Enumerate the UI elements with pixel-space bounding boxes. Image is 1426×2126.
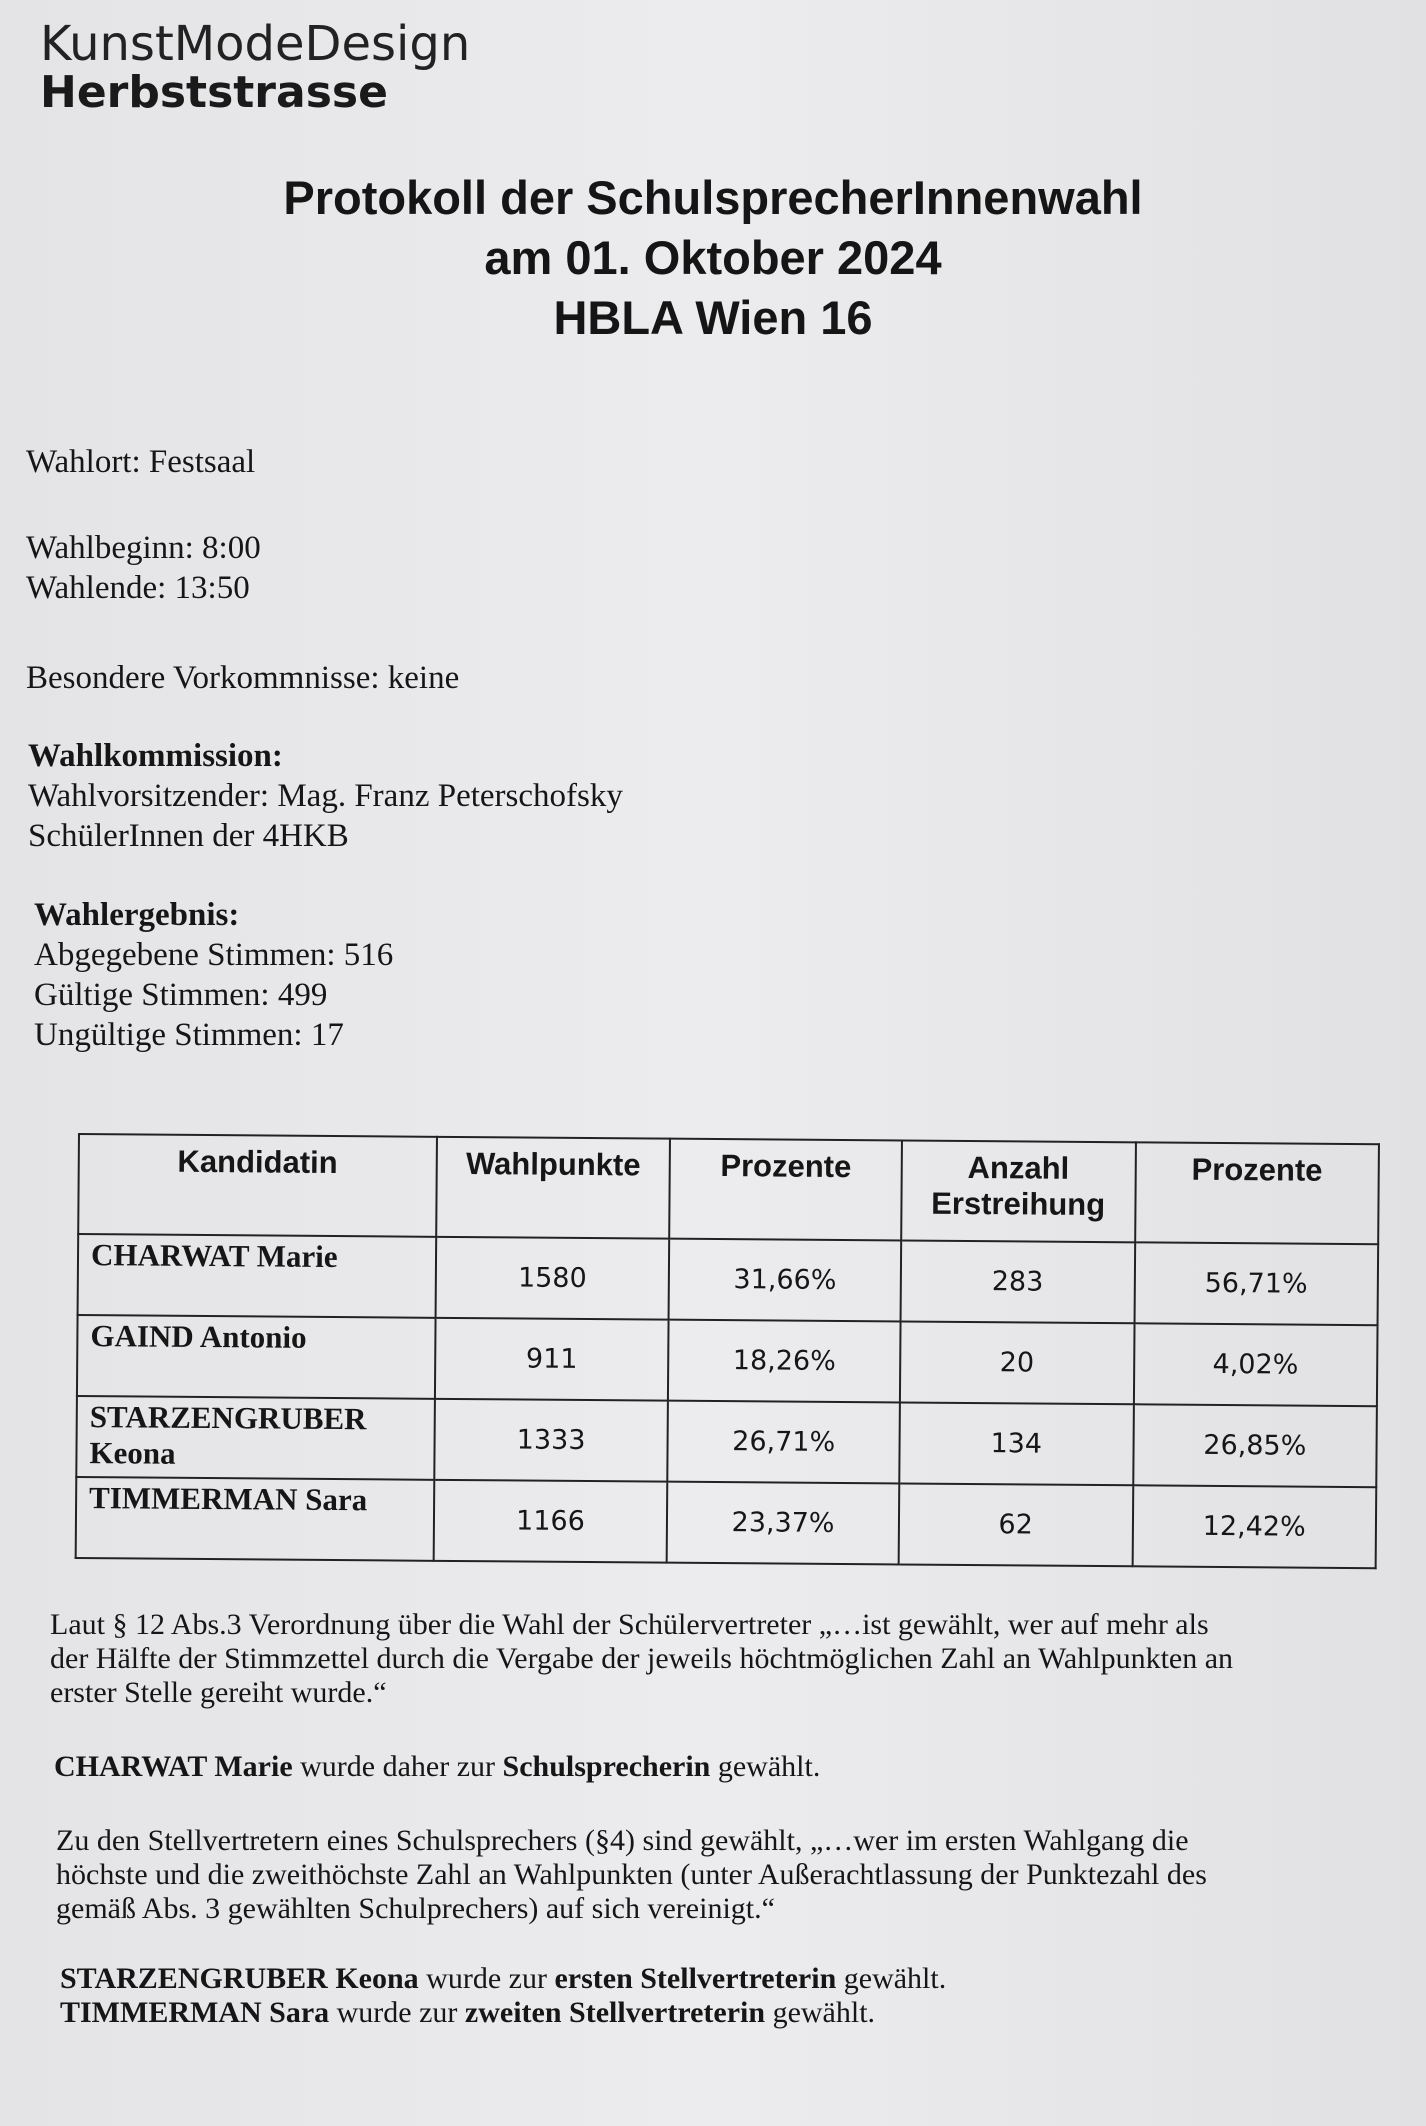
anzahl-erstreihung-cell: 134 bbox=[899, 1402, 1133, 1485]
result-stellvertreterinnen bbox=[60, 1962, 1400, 2030]
result-text: wurde daher zur bbox=[292, 1750, 503, 1783]
wahlort: Wahlort: Festsaal bbox=[26, 444, 256, 480]
wahlvorsitzender: Wahlvorsitzender: Mag. Franz Peterschofsky bbox=[28, 778, 623, 814]
result-text: gewählt. bbox=[765, 1996, 876, 2029]
table-row bbox=[78, 1234, 1379, 1325]
school-logo bbox=[40, 18, 470, 116]
role-second-deputy: zweiten Stellvertreterin bbox=[464, 1996, 766, 2029]
legal-paragraph-1-line: erster Stelle gereiht wurde.“ bbox=[50, 1676, 387, 1709]
candidate-name-line: GAIND Antonio bbox=[90, 1318, 307, 1355]
ungueltige-stimmen: Ungültige Stimmen: 17 bbox=[34, 1017, 344, 1053]
candidate-name bbox=[78, 1234, 436, 1318]
first-deputy-name: STARZENGRUBER Keona bbox=[60, 1962, 419, 1995]
legal-paragraph-2-line: Zu den Stellvertretern eines Schulsprechers (§4) sind gewählt, „…wer im ersten Wahlgang die bbox=[56, 1824, 1189, 1857]
title-line-3: HBLA Wien 16 bbox=[553, 291, 873, 344]
winner-name: CHARWAT Marie bbox=[54, 1750, 293, 1783]
wahlkommission-section bbox=[28, 736, 623, 856]
header-wahlpunkte: Wahlpunkte bbox=[436, 1137, 670, 1239]
wahlpunkte-cell: 1580 bbox=[435, 1237, 669, 1320]
title-line-2: am 01. Oktober 2024 bbox=[484, 231, 942, 284]
result-text: gewählt. bbox=[710, 1750, 821, 1783]
logo-line-kunstmodedesign: KunstModeDesign bbox=[40, 16, 471, 72]
candidate-name-line: CHARWAT Marie bbox=[90, 1237, 338, 1275]
anzahl-erstreihung-cell: 283 bbox=[900, 1240, 1134, 1323]
prozente-erstreihung-cell: 4,02% bbox=[1133, 1323, 1377, 1406]
wahlergebnis-heading: Wahlergebnis: bbox=[34, 897, 240, 933]
header-prozente: Prozente bbox=[670, 1139, 902, 1241]
prozente-cell: 18,26% bbox=[668, 1320, 900, 1403]
result-text: wurde zur bbox=[329, 1996, 465, 2029]
table-header-row bbox=[78, 1134, 1379, 1244]
header-anzahl: Anzahl bbox=[967, 1149, 1070, 1186]
gueltige-stimmen: Gültige Stimmen: 499 bbox=[34, 977, 328, 1013]
document-title bbox=[0, 168, 1426, 348]
wahlzeit bbox=[26, 528, 261, 608]
header-anzahl-erstreihung bbox=[901, 1140, 1135, 1242]
result-text: wurde zur bbox=[418, 1962, 555, 1995]
candidate-name bbox=[76, 1477, 434, 1561]
wahlbeginn: Wahlbeginn: 8:00 bbox=[26, 530, 261, 566]
logo-line-herbststrasse: Herbststrasse bbox=[40, 67, 388, 118]
candidate-name bbox=[77, 1315, 435, 1399]
table-row bbox=[77, 1315, 1378, 1406]
wahlergebnis-section bbox=[34, 895, 393, 1055]
prozente-cell: 26,71% bbox=[668, 1401, 900, 1484]
legal-paragraph-2-line: gemäß Abs. 3 gewählten Schulprechers) auf sich vereinigt.“ bbox=[56, 1892, 775, 1925]
vorkommnisse: Besondere Vorkommnisse: keine bbox=[26, 660, 460, 696]
candidate-name bbox=[76, 1396, 434, 1480]
legal-paragraph-1 bbox=[50, 1608, 1390, 1710]
result-first-deputy bbox=[60, 1962, 1400, 1996]
result-second-deputy bbox=[60, 1996, 1400, 2030]
prozente-cell: 23,37% bbox=[667, 1482, 899, 1565]
abgegebene-stimmen: Abgegebene Stimmen: 516 bbox=[34, 937, 394, 973]
role-first-deputy: ersten Stellvertreterin bbox=[554, 1962, 837, 1995]
result-text: gewählt. bbox=[836, 1962, 947, 1995]
legal-paragraph-1-line: der Hälfte der Stimmzettel durch die Vergabe der jeweils höchtmöglichen Zahl an Wahlpunkten an bbox=[50, 1642, 1234, 1675]
header-erstreihung: Erstreihung bbox=[931, 1185, 1106, 1223]
prozente-erstreihung-cell: 26,85% bbox=[1133, 1404, 1377, 1487]
anzahl-erstreihung-cell: 62 bbox=[898, 1483, 1132, 1566]
schuelerinnen-4hkb: SchülerInnen der 4HKB bbox=[28, 818, 349, 854]
prozente-cell: 31,66% bbox=[669, 1239, 901, 1322]
wahlkommission-heading: Wahlkommission: bbox=[28, 738, 283, 774]
role-schulsprecherin: Schulsprecherin bbox=[502, 1750, 711, 1783]
title-line-1: Protokoll der SchulsprecherInnenwahl bbox=[283, 171, 1143, 224]
candidate-name-line-2: Keona bbox=[89, 1435, 176, 1471]
header-kandidatin: Kandidatin bbox=[78, 1134, 436, 1237]
wahlpunkte-cell: 1333 bbox=[434, 1399, 668, 1482]
table-row bbox=[76, 1396, 1377, 1487]
anzahl-erstreihung-cell: 20 bbox=[900, 1321, 1134, 1404]
wahlende: Wahlende: 13:50 bbox=[26, 570, 250, 606]
candidate-name-line: TIMMERMAN Sara bbox=[88, 1480, 368, 1518]
table-row bbox=[76, 1477, 1377, 1568]
wahlpunkte-cell: 911 bbox=[435, 1318, 669, 1401]
result-schulsprecherin bbox=[54, 1750, 1394, 1784]
second-deputy-name: TIMMERMAN Sara bbox=[60, 1996, 330, 2029]
legal-paragraph-2-line: höchste und die zweithöchste Zahl an Wahlpunkten (unter Außerachtlassung der Punktezahl des bbox=[56, 1858, 1207, 1891]
results-table bbox=[75, 1133, 1380, 1569]
prozente-erstreihung-cell: 56,71% bbox=[1134, 1242, 1378, 1325]
header-prozente-erstreihung: Prozente bbox=[1135, 1142, 1379, 1244]
legal-paragraph-2 bbox=[56, 1824, 1396, 1926]
candidate-name-line: STARZENGRUBER bbox=[89, 1399, 367, 1437]
prozente-erstreihung-cell: 12,42% bbox=[1132, 1485, 1376, 1568]
legal-paragraph-1-line: Laut § 12 Abs.3 Verordnung über die Wahl der Schülervertreter „…ist gewählt, wer auf mehr als bbox=[50, 1608, 1209, 1641]
wahlpunkte-cell: 1166 bbox=[433, 1480, 667, 1563]
